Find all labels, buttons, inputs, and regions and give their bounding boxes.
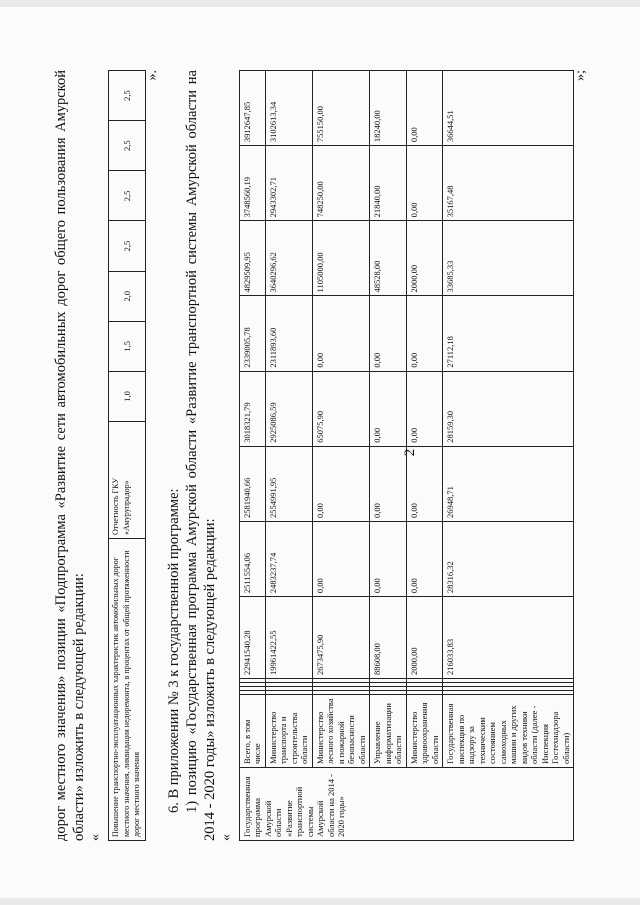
value-2018: 2000,00: [406, 221, 443, 296]
value-total: 216033,83: [443, 597, 574, 679]
indicator-value: 2,5: [109, 171, 146, 221]
table-row: [312, 71, 370, 841]
indicator-value: 2,5: [109, 121, 146, 171]
value-2018: 33685,33: [443, 221, 574, 296]
value-2018: 3640296,62: [265, 221, 312, 296]
value-2016: 0,00: [370, 371, 407, 446]
indicator-value: 2,0: [109, 271, 146, 321]
blank-cell: [239, 679, 265, 683]
blank-cell: [239, 687, 265, 691]
value-2017: 2339005,78: [239, 296, 265, 371]
quote-close-2: »;: [573, 70, 588, 81]
indicator-value: 2,5: [109, 71, 146, 121]
executor-name: Министерство здравоохранения области: [406, 695, 443, 768]
value-2015: 0,00: [312, 446, 370, 521]
indicator-value: 1,0: [109, 371, 146, 421]
value-2020: 755150,00: [312, 71, 370, 146]
value-2016: 3018321,79: [239, 371, 265, 446]
value-2019: 0,00: [406, 146, 443, 221]
value-2019: 2943302,71: [265, 146, 312, 221]
value-2014: 28316,32: [443, 521, 574, 596]
blank-cell: [265, 687, 312, 691]
value-total: 22941540,28: [239, 597, 265, 679]
value-2017: 27112,18: [443, 296, 574, 371]
value-2016: 28159,30: [443, 371, 574, 446]
value-2016: 65075,90: [312, 371, 370, 446]
executor-name: Министерство лесного хозяйства и пожарной безопасности области: [312, 695, 370, 768]
value-2014: 0,00: [406, 521, 443, 596]
quote-close-1: ».: [144, 70, 160, 81]
blank-cell: [443, 679, 574, 683]
value-2015: 2554991,95: [265, 446, 312, 521]
blank-cell: [312, 683, 370, 687]
executor-name: Министерство транспорта и строительства области: [265, 695, 312, 768]
table-row: [370, 71, 407, 841]
quote-open-1: «: [88, 834, 103, 841]
value-2020: 3912647,85: [239, 71, 265, 146]
blank-cell: [239, 691, 265, 695]
intro-paragraph: дорог местного значения» позиции «Подпрограмма «Развитие сети автомобильных дорог общего пользования Амурской области» изложить в следующей редакции:: [53, 70, 87, 841]
blank-cell: [312, 679, 370, 683]
paragraph-6-1: 1) позицию «Государственная программа Амурской области «Развитие транспортной системы Амурской области на 2014 - 2020 годы» изложить в следующей редакции:: [183, 70, 218, 841]
value-2018: 1105000,00: [312, 221, 370, 296]
value-2020: 18240,00: [370, 71, 407, 146]
value-2019: 3748560,19: [239, 146, 265, 221]
value-2020: 0,00: [406, 71, 443, 146]
blank-cell: [265, 683, 312, 687]
indicator-source: Отчетность ГКУ «Амурупрадор»: [109, 422, 146, 539]
blank-cell: [370, 679, 407, 683]
value-2017: 0,00: [370, 296, 407, 371]
blank-cell: [265, 679, 312, 683]
blank-cell: [370, 687, 407, 691]
value-2019: 748250,00: [312, 146, 370, 221]
page-number: 2: [402, 448, 418, 457]
value-2017: 2311893,60: [265, 296, 312, 371]
blank-cell: [443, 683, 574, 687]
value-2018: 4829509,95: [239, 221, 265, 296]
value-2017: 0,00: [312, 296, 370, 371]
value-total: 2673475,90: [312, 597, 370, 679]
indicator-value: 1,5: [109, 321, 146, 371]
blank-cell: [312, 687, 370, 691]
blank-cell: [443, 691, 574, 695]
blank-cell: [312, 691, 370, 695]
table-row: [265, 71, 312, 841]
value-2014: 0,00: [312, 521, 370, 596]
indicator-name: Повышение транспортно-эксплуатационных характеристик автомобильных дорог местного значения, ликвидация недоремонта, в процентах от общей протяженности дорог местного значения: [109, 539, 146, 841]
value-2018: 48528,00: [370, 221, 407, 296]
blank-cell: [265, 691, 312, 695]
value-2015: 2581940,66: [239, 446, 265, 521]
value-2015: 0,00: [370, 446, 407, 521]
table-row: [443, 71, 574, 841]
table-row: [239, 71, 265, 841]
value-2014: 2511554,06: [239, 521, 265, 596]
executor-name: Всего, в том числе: [239, 695, 265, 768]
indicator-value: 2,5: [109, 221, 146, 271]
value-total: 88608,00: [370, 597, 407, 679]
program-name: Государственная программа Амурской области «Развитие транспортной системы Амурской области на 2014 - 2020 годы»: [239, 768, 574, 841]
value-2014: 2483237,74: [265, 521, 312, 596]
table-row: [109, 71, 146, 841]
value-2019: 35167,48: [443, 146, 574, 221]
value-2019: 21840,00: [370, 146, 407, 221]
value-2014: 0,00: [370, 521, 407, 596]
value-total: 19961422,55: [265, 597, 312, 679]
executor-name: Государственная инспекция по надзору за техническим состоянием самоходных машин и других видов техники области (далее - Инспекция Гостехнадзора области): [443, 695, 574, 768]
value-2020: 36644,51: [443, 71, 574, 146]
value-2015: 26948,71: [443, 446, 574, 521]
blank-cell: [370, 683, 407, 687]
value-2016: 2925086,59: [265, 371, 312, 446]
quote-open-2: «: [218, 834, 234, 841]
section-heading-6: 6. В приложении № 3 к государственной программе:: [165, 488, 182, 813]
value-2017: 0,00: [406, 296, 443, 371]
indicator-table: [108, 70, 146, 841]
value-2015: 0,00: [406, 446, 443, 521]
blank-cell: [239, 683, 265, 687]
blank-cell: [370, 691, 407, 695]
value-2016: 0,00: [406, 371, 443, 446]
executor-name: Управление информатизации области: [370, 695, 407, 768]
blank-cell: [443, 687, 574, 691]
value-2020: 3102613,34: [265, 71, 312, 146]
value-total: 2000,00: [406, 597, 443, 679]
